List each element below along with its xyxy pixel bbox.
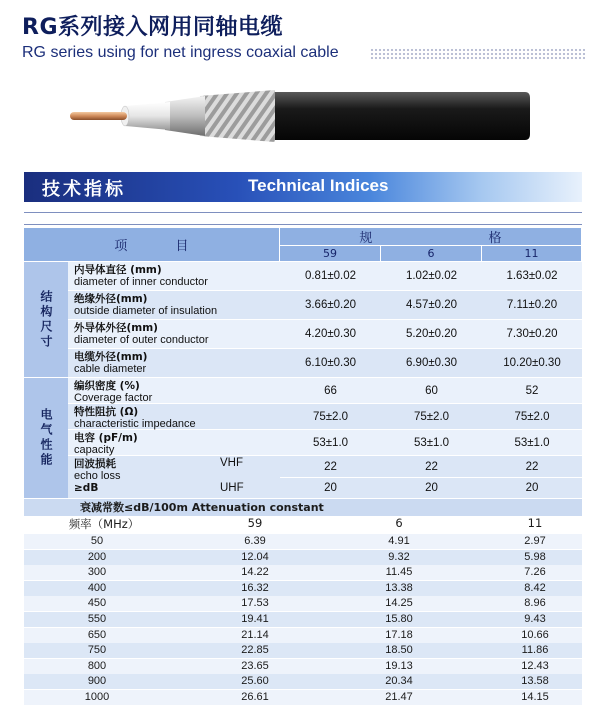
spec-label	[68, 378, 280, 404]
frequency-cell: 800	[87, 659, 107, 672]
spec-value: 75±2.0	[482, 404, 582, 430]
spec-value: 3.66±0.20	[280, 291, 381, 320]
freq-header: 频率（MHz）	[68, 517, 140, 531]
divider-line	[24, 224, 582, 225]
spec-value: 22	[280, 456, 381, 478]
group-label-structure: 结构尺寸	[24, 262, 68, 378]
attenuation-value: 8.42	[524, 581, 546, 594]
spec-label-cn: 电缆外径(mm)	[74, 351, 148, 363]
spec-value: 22	[381, 456, 482, 478]
spec-value: 6.10±0.30	[280, 349, 381, 378]
spec-label	[68, 404, 280, 430]
model-header: 6	[381, 246, 482, 262]
spec-value: 1.63±0.02	[482, 262, 582, 291]
frequency-cell: 450	[87, 597, 107, 610]
dot-pattern-decoration	[370, 48, 585, 60]
spec-value: 7.11±0.20	[482, 291, 582, 320]
attenuation-value: 17.53	[241, 597, 269, 610]
spec-label-en: cable diameter	[74, 363, 147, 375]
coaxial-cable-illustration	[70, 84, 530, 146]
spec-value: 6.90±0.30	[381, 349, 482, 378]
section-title-en: Technical Indices	[248, 176, 389, 195]
attenuation-value: 14.15	[521, 691, 549, 703]
spec-label-en: outside diameter of insulation	[74, 305, 218, 317]
page-title-cn: RG系列接入网用同轴电缆	[22, 15, 283, 40]
group-label-electrical: 电气性能	[24, 378, 68, 499]
attenuation-row	[24, 674, 582, 689]
band-label-vhf: VHF	[220, 457, 243, 469]
attenuation-value: 17.18	[385, 628, 413, 641]
spec-label-cn: 特性阻抗 (Ω)	[74, 406, 139, 418]
section-header-bar	[24, 172, 582, 202]
frequency-cell: 300	[87, 566, 107, 579]
frequency-cell: 400	[87, 581, 107, 594]
frequency-cell: 900	[87, 675, 107, 688]
attenuation-value: 23.65	[241, 659, 269, 672]
attenuation-row	[24, 596, 582, 611]
attenuation-value: 11.45	[385, 566, 413, 579]
attenuation-value: 12.04	[241, 550, 269, 563]
spec-value: 53±1.0	[280, 430, 381, 456]
attenuation-value: 18.50	[385, 644, 413, 657]
spec-label-unit: ≥dB	[74, 482, 99, 494]
divider-line	[24, 212, 582, 213]
spec-label-cn: 电容 (pF/m)	[74, 432, 138, 444]
attenuation-value: 2.97	[524, 535, 546, 547]
frequency-cell: 550	[87, 613, 107, 625]
spec-value: 53±1.0	[381, 430, 482, 456]
frequency-cell: 50	[90, 535, 104, 547]
frequency-cell: 650	[87, 628, 107, 641]
spec-label-cn: 编织密度 (%)	[74, 380, 140, 392]
band-label-uhf: UHF	[220, 482, 244, 494]
spec-value: 60	[381, 378, 482, 404]
page-title-en: RG series using for net ingress coaxial cable	[22, 44, 339, 61]
frequency-cell: 750	[87, 644, 107, 657]
attenuation-value: 15.80	[385, 613, 413, 625]
spec-value: 10.20±0.30	[482, 349, 582, 378]
attenuation-value: 19.41	[241, 613, 269, 625]
model-header: 11	[482, 246, 582, 262]
spec-value: 22	[482, 456, 582, 478]
spec-label-cn: 外导体外径(mm)	[74, 322, 158, 334]
spec-label-cn: 内导体直径 (mm)	[74, 264, 162, 276]
attenuation-value: 6.39	[244, 535, 266, 547]
attenuation-row	[24, 550, 582, 565]
spec-value: 4.57±0.20	[381, 291, 482, 320]
model-header: 11	[527, 516, 543, 530]
frequency-cell: 200	[87, 550, 107, 563]
spec-value: 66	[280, 378, 381, 404]
spec-label	[68, 430, 280, 456]
attenuation-row	[24, 534, 582, 549]
section-title-cn: 技术指标	[42, 179, 126, 200]
spec-value: 20	[280, 478, 381, 499]
spec-label-en: echo loss	[74, 470, 121, 482]
spec-label-en: diameter of outer conductor	[74, 334, 209, 346]
return-loss-label	[68, 456, 280, 499]
spec-value: 53±1.0	[482, 430, 582, 456]
spec-value: 20	[482, 478, 582, 499]
spec-label-en: capacity	[74, 444, 115, 456]
attenuation-value: 16.32	[241, 581, 269, 594]
attenuation-value: 21.47	[385, 691, 413, 703]
spec-value: 52	[482, 378, 582, 404]
spec-value: 75±2.0	[381, 404, 482, 430]
spec-label-en: characteristic impedance	[74, 418, 196, 430]
spec-value: 75±2.0	[280, 404, 381, 430]
attenuation-value: 19.13	[385, 659, 413, 672]
attenuation-value: 21.14	[241, 628, 269, 641]
attenuation-value: 12.43	[521, 659, 549, 672]
model-header: 59	[247, 516, 263, 530]
spec-label-en: Coverage factor	[74, 392, 153, 404]
attenuation-value: 7.26	[524, 566, 546, 579]
item-header: 项 目	[24, 228, 280, 262]
attenuation-value: 14.22	[241, 566, 269, 579]
model-header: 59	[280, 246, 381, 262]
attenuation-value: 5.98	[524, 550, 546, 563]
spec-label	[68, 291, 280, 320]
attenuation-value: 14.25	[385, 597, 413, 610]
spec-value: 1.02±0.02	[381, 262, 482, 291]
attenuation-value: 26.61	[241, 691, 269, 703]
attenuation-row	[24, 690, 582, 705]
spec-value: 20	[381, 478, 482, 499]
attenuation-row	[24, 612, 582, 627]
spec-label	[68, 262, 280, 291]
attenuation-value: 25.60	[241, 675, 269, 688]
attenuation-value: 13.38	[385, 581, 413, 594]
attenuation-value: 10.66	[521, 628, 549, 641]
attenuation-row	[24, 643, 582, 658]
attenuation-title: 衰减常数≤dB/100m Attenuation constant	[24, 499, 582, 516]
attenuation-value: 9.32	[388, 550, 410, 563]
spec-value: 4.20±0.30	[280, 320, 381, 349]
spec-label	[68, 320, 280, 349]
spec-value: 5.20±0.20	[381, 320, 482, 349]
spec-value: 7.30±0.20	[482, 320, 582, 349]
attenuation-header-row	[24, 516, 582, 533]
attenuation-value: 4.91	[388, 535, 410, 547]
attenuation-row	[24, 659, 582, 674]
spec-label	[68, 349, 280, 378]
attenuation-value: 13.58	[521, 675, 549, 688]
attenuation-row	[24, 581, 582, 596]
attenuation-row	[24, 565, 582, 580]
attenuation-value: 8.96	[524, 597, 546, 610]
attenuation-value: 9.43	[524, 613, 546, 625]
frequency-cell: 1000	[84, 691, 110, 703]
spec-label-cn: 绝缘外径(mm)	[74, 293, 148, 305]
spec-label-cn: 回波损耗	[74, 458, 116, 470]
attenuation-value: 22.85	[241, 644, 269, 657]
attenuation-value: 20.34	[385, 675, 413, 688]
model-header: 6	[395, 516, 403, 530]
attenuation-row	[24, 628, 582, 643]
attenuation-value: 11.86	[521, 644, 549, 657]
spec-label-en: diameter of inner conductor	[74, 276, 208, 288]
spec-header: 规 格	[280, 228, 582, 246]
spec-value: 0.81±0.02	[280, 262, 381, 291]
